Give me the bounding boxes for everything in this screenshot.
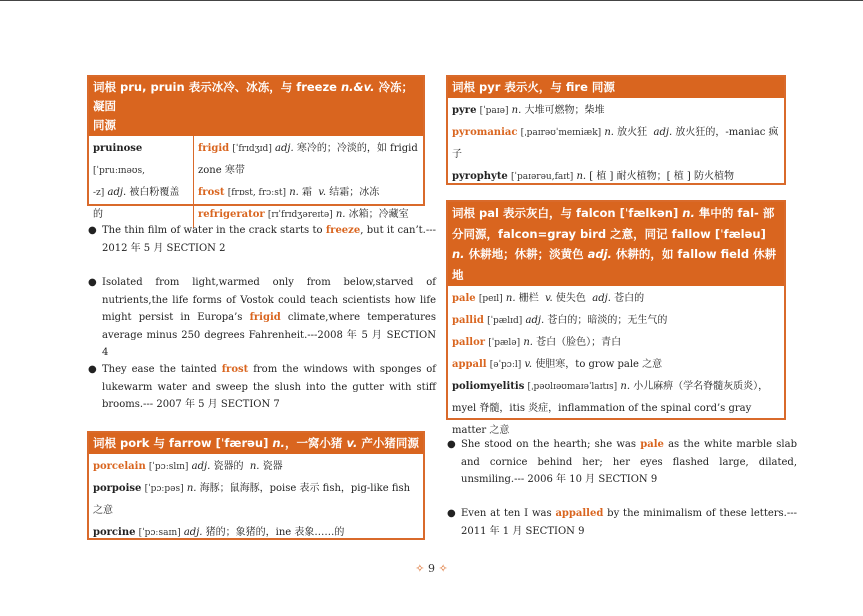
header-phonetic: [ˈfælkən] bbox=[619, 206, 679, 220]
header-text: 同源 bbox=[93, 118, 116, 132]
definition: 使失色 bbox=[555, 293, 586, 304]
ornament-icon: ✧ bbox=[415, 562, 425, 575]
definition: 小儿麻痹（学名脊髓灰质炎），myel 脊髓，itis 炎症，inflammation of the spinal cord’s gray matter 之意 bbox=[452, 381, 769, 436]
part-of-speech: v. bbox=[545, 293, 553, 304]
sentence-text: Isolated from light,warmed only from below,starved of nutrients,the life forms of Vostok could teach scientists how life might persist in Europa’s bbox=[102, 277, 436, 323]
phonetic: [əˈpɔːl] bbox=[489, 360, 522, 370]
phonetic: [ˈpælɪd] bbox=[487, 316, 523, 326]
definition: 大堆可燃物；柴堆 bbox=[524, 105, 605, 116]
entry-pale bbox=[452, 288, 780, 310]
definition: 寒冷的；冷淡的，如 frigid zone 寒带 bbox=[198, 143, 418, 176]
root-box-header bbox=[448, 202, 784, 286]
phonetic: [ˈpruːɪnəʊs, bbox=[93, 166, 145, 176]
root-box-header bbox=[448, 77, 784, 98]
phonetic: [ˌpəʊlɪəʊmaɪəˈlaɪtɪs] bbox=[527, 382, 618, 392]
part-of-speech: n. bbox=[289, 187, 299, 198]
entry-pallid bbox=[452, 310, 780, 332]
sentence-text: climate,where temperatures average minus 250 degrees Fahrenheit.---2008 年 5 月 SECTION 4 bbox=[102, 312, 436, 358]
bullet-icon: ● bbox=[88, 225, 97, 236]
phonetic: [ˈpaɪə] bbox=[479, 106, 509, 116]
entry-porcelain bbox=[93, 456, 419, 478]
part-of-speech: n. bbox=[511, 105, 522, 116]
definition: 苍白的 bbox=[614, 293, 645, 304]
part-of-speech: n. bbox=[576, 171, 587, 182]
sentence-text: from the windows with sponges of lukewarm water and sweep the slush into the gutter with stiff brooms.--- 2007 年 5 月 SECTION 7 bbox=[102, 364, 437, 410]
header-text: 休耕的，如 fallow field 休耕地 bbox=[452, 247, 777, 282]
ornament-icon: ✧ bbox=[438, 562, 448, 575]
root-box-header bbox=[89, 77, 423, 136]
header-text: 冷冻；凝固 bbox=[93, 80, 414, 113]
entry-porpoise bbox=[93, 478, 419, 522]
highlighted-word: freeze bbox=[325, 225, 361, 236]
root-box-pal bbox=[446, 200, 786, 436]
header-pos: n. bbox=[272, 436, 285, 450]
phonetic: [ˈpɔːsaɪn] bbox=[138, 528, 181, 538]
example-sentence bbox=[88, 361, 436, 414]
definition: 放火狂的，-maniac 疯子 bbox=[452, 127, 779, 160]
part-of-speech: adj. bbox=[275, 143, 294, 154]
entry-pruinose bbox=[89, 136, 194, 228]
header-pos: n. bbox=[452, 247, 465, 261]
example-sentence bbox=[447, 436, 797, 489]
sentence-text: as the white marble slab and cornice behind her; her eyes flashed large, dilated, unsmiling.--- 2006 年 10 月 SECTION 9 bbox=[461, 439, 797, 485]
header-text: 词根 pyr 表示火，与 fire 同源 bbox=[452, 80, 615, 94]
part-of-speech: n. bbox=[186, 483, 197, 494]
part-of-speech: v. bbox=[318, 187, 327, 198]
phonetic: [ˈpælə] bbox=[488, 338, 521, 348]
entry-table bbox=[89, 136, 423, 228]
sentence-text: They ease the tainted bbox=[102, 364, 222, 375]
entry-column-right bbox=[194, 136, 423, 228]
entry-word: refrigerator bbox=[198, 209, 265, 220]
example-sentence bbox=[88, 274, 436, 362]
page-number: 9 bbox=[428, 562, 435, 575]
entry-frost bbox=[198, 182, 419, 204]
header-text: 词根 pru, pruin 表示冰冷、冰冻，与 freeze bbox=[93, 80, 337, 94]
phonetic: [ˈpɔːslɪn] bbox=[148, 462, 189, 472]
entry-word: frigid bbox=[198, 143, 230, 154]
entry-word: porcine bbox=[93, 527, 136, 538]
header-phonetic: [ˈfæləu] bbox=[714, 226, 766, 241]
part-of-speech: n. bbox=[249, 461, 260, 472]
header-pos: v. bbox=[346, 436, 358, 450]
entry-list bbox=[89, 454, 423, 546]
part-of-speech: n. bbox=[523, 337, 533, 348]
part-of-speech: n. bbox=[604, 127, 614, 138]
entry-pallor bbox=[452, 332, 780, 354]
definition: 苍白的；暗淡的；无生气的 bbox=[547, 315, 668, 326]
definition: 瓷器的 bbox=[213, 461, 244, 472]
highlighted-word: pale bbox=[640, 439, 664, 450]
entry-appall bbox=[452, 354, 780, 376]
header-text: 休耕地；休耕；淡黄色 bbox=[468, 247, 584, 261]
definition: 猪的；象猪的，ine 表象……的 bbox=[205, 527, 345, 538]
sentence-text: Even at ten I was bbox=[461, 508, 556, 519]
part-of-speech: n. bbox=[505, 293, 516, 304]
phonetic: [frɒst, frɔːst] bbox=[227, 188, 287, 198]
example-sentence bbox=[447, 505, 797, 540]
bullet-icon: ● bbox=[447, 508, 456, 519]
entry-word: pallor bbox=[452, 337, 486, 348]
header-text: 产小猪同源 bbox=[361, 436, 419, 450]
entry-word: porpoise bbox=[93, 483, 142, 494]
root-box-header: 词根 pork 与 farrow [ˈfærəu] n.，一窝小猪 v. 产小猪同源 bbox=[89, 433, 423, 454]
definition: 栅栏 bbox=[518, 293, 539, 304]
header-pos: n. bbox=[682, 206, 695, 220]
phonetic: [ˈpɔːpəs] bbox=[144, 484, 184, 494]
part-of-speech: adj. bbox=[191, 461, 211, 472]
definition: 海豚；鼠海豚，poise 表示 fish，pig-like fish 之意 bbox=[93, 483, 411, 516]
header-text: 一窝小猪 bbox=[296, 436, 343, 450]
definition: 苍白（脸色）；青白 bbox=[536, 337, 622, 348]
bullet-icon: ● bbox=[88, 364, 97, 375]
entry-word: pyromaniac bbox=[452, 127, 518, 138]
entry-word: pyre bbox=[452, 105, 477, 116]
root-box-pyr bbox=[446, 75, 786, 185]
page-footer bbox=[0, 562, 863, 575]
header-text: 隼中的 fal- 部分同源，falcon=gray bird 之意，同记 fallow bbox=[452, 206, 775, 241]
highlighted-word: frigid bbox=[249, 312, 281, 323]
sentence-text: by the minimalism of these letters.--- 2011 年 1 月 SECTION 9 bbox=[461, 508, 797, 537]
part-of-speech: n. bbox=[335, 209, 346, 220]
example-sentence bbox=[88, 222, 436, 257]
highlighted-word: appalled bbox=[555, 508, 604, 519]
definition: 被白粉覆盖的 bbox=[93, 187, 180, 220]
part-of-speech: adj. bbox=[525, 315, 545, 326]
entry-pyromaniac bbox=[452, 122, 780, 166]
top-rule bbox=[0, 0, 863, 1]
entry-word: pyrophyte bbox=[452, 171, 508, 182]
phonetic: -z] bbox=[93, 188, 105, 198]
entry-porcine bbox=[93, 522, 419, 544]
definition: 瓷器 bbox=[262, 461, 283, 472]
header-text: 词根 pal 表示灰白，与 falcon bbox=[452, 206, 616, 220]
entry-word: pruinose bbox=[93, 143, 143, 154]
highlighted-word: frost bbox=[221, 364, 249, 375]
sentence-text: The thin film of water in the crack starts to bbox=[102, 225, 326, 236]
entry-frigid bbox=[198, 138, 419, 182]
part-of-speech: adj. bbox=[592, 293, 611, 304]
root-box-pru bbox=[87, 75, 425, 220]
entry-poliomyelitis bbox=[452, 376, 780, 442]
phonetic: [peɪl] bbox=[478, 294, 503, 304]
entry-word: porcelain bbox=[93, 461, 146, 472]
header-text: 词根 pork 与 farrow bbox=[93, 436, 212, 450]
definition: 使胆寒，to grow pale 之意 bbox=[535, 359, 663, 370]
part-of-speech: adj. bbox=[653, 127, 673, 138]
entry-word: pallid bbox=[452, 315, 484, 326]
entry-word: appall bbox=[452, 359, 487, 370]
definition: 霜 bbox=[302, 187, 313, 198]
bullet-icon: ● bbox=[447, 439, 456, 450]
bullet-icon: ● bbox=[88, 277, 97, 288]
definition: [ 植 ] 耐火植物；[ 植 ] 防火植物 bbox=[589, 171, 734, 182]
phonetic: [ˌpaɪrəʊˈmeɪniæk] bbox=[520, 128, 602, 138]
entry-list bbox=[448, 286, 784, 444]
entry-pyre bbox=[452, 100, 780, 122]
definition: 冰箱；冷藏室 bbox=[348, 209, 409, 220]
phonetic: [ˈpaɪərəu,faɪt] bbox=[510, 172, 574, 182]
sentence-text: , but it can’t.--- 2012 年 5 月 SECTION 2 bbox=[102, 225, 436, 254]
definition: 结霜；冰冻 bbox=[329, 187, 380, 198]
part-of-speech: adj. bbox=[183, 527, 203, 538]
header-phonetic: [ˈfærəu] bbox=[215, 436, 269, 450]
header-pos: adj. bbox=[587, 247, 612, 261]
part-of-speech: n. bbox=[620, 381, 630, 392]
part-of-speech: v. bbox=[524, 359, 533, 370]
root-box-pork bbox=[87, 431, 425, 540]
phonetic: [ˈfrɪdʒɪd] bbox=[232, 144, 272, 154]
entry-pyrophyte bbox=[452, 166, 780, 188]
entry-list bbox=[448, 98, 784, 190]
header-pos: n.&v. bbox=[340, 80, 375, 94]
entry-word: pale bbox=[452, 293, 476, 304]
part-of-speech: adj. bbox=[107, 187, 127, 198]
sentence-text: She stood on the hearth; she was bbox=[461, 439, 641, 450]
phonetic: [rɪˈfrɪdʒəreɪtə] bbox=[267, 210, 333, 220]
entry-word: poliomyelitis bbox=[452, 381, 525, 392]
entry-word: frost bbox=[198, 187, 225, 198]
definition: 放火狂 bbox=[617, 127, 648, 138]
